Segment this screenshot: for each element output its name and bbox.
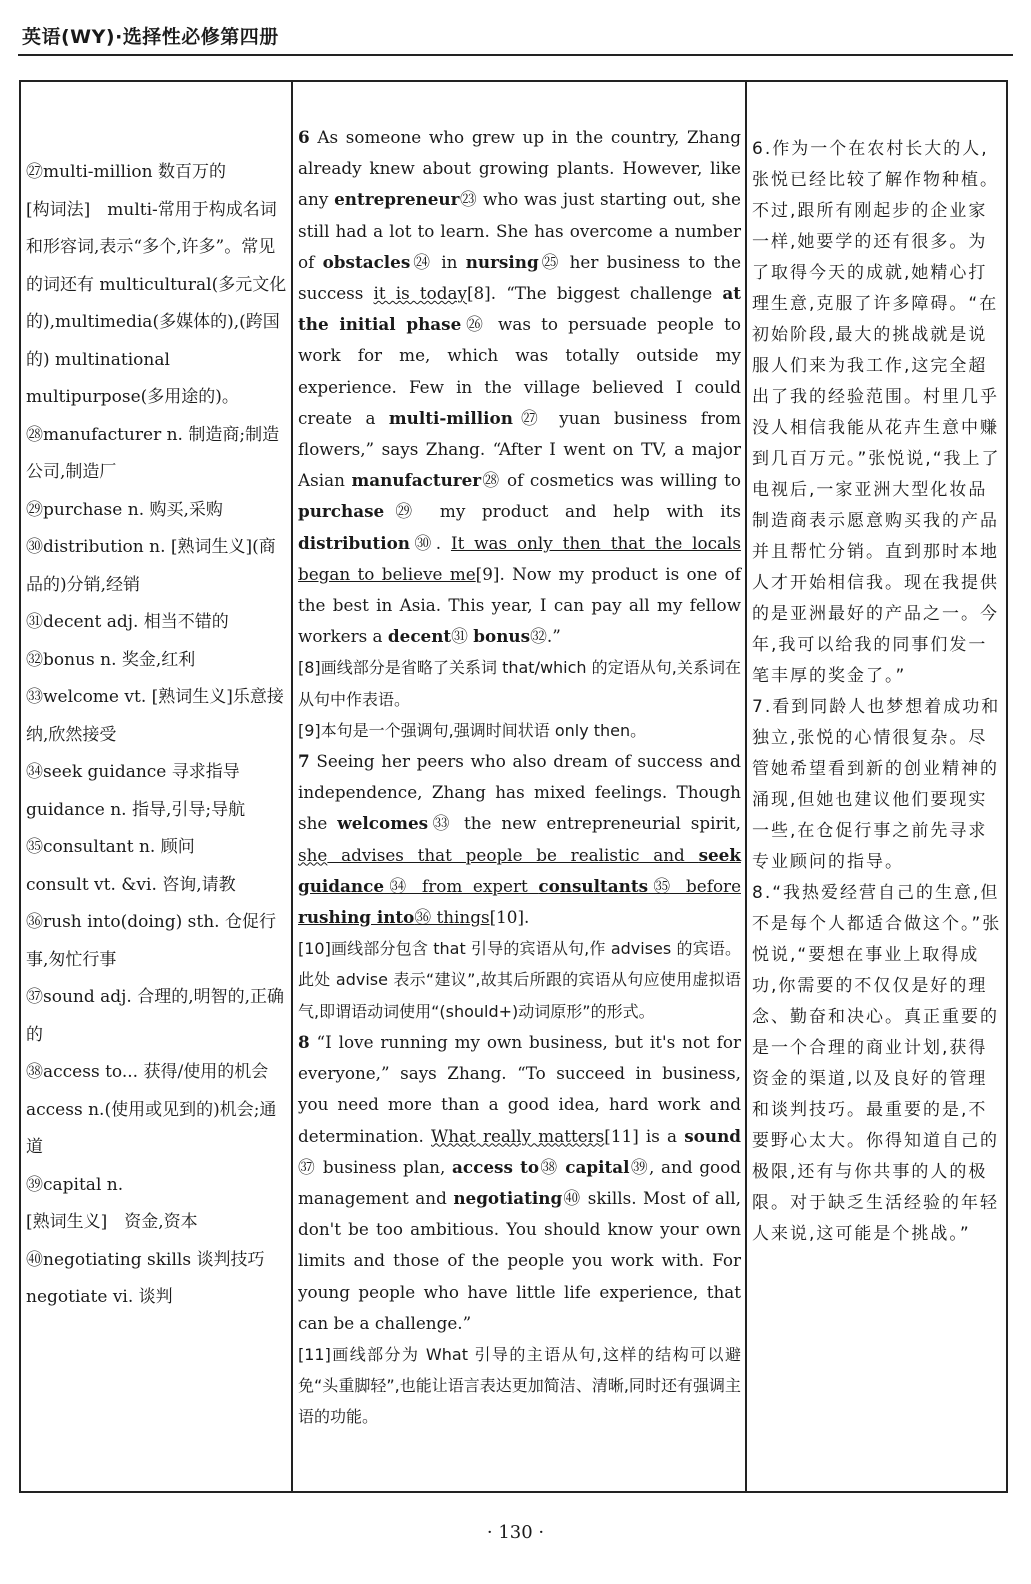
translation-column [747,82,1006,1491]
grammar-note-10: [10]画线部分包含 that 引导的宾语从句,作 advises 的宾语。此处 advise 表示“建议”,故其后所跟的宾语从句应使用虚拟语气,即谓语动词使用“(should+)动词原形”的形式。 [298,939,741,1021]
vocab-note: ㉘manufacturer n. 制造商;制造公司,制造厂 [26,424,280,482]
grammar-note-11: [11]画线部分为 What 引导的主语从句,这样的结构可以避免“头重脚轻”,也能让语言表达更加简洁、清晰,同时还有强调主语的功能。 [298,1344,741,1427]
vocab-note: ㊵negotiating skills 谈判技巧 [26,1249,265,1270]
translation-paragraph-7: 7.看到同龄人也梦想着成功和独立,张悦的心情很复杂。尽管她希望看到新的创业精神的涌现,但她也建议他们要现实一些,在仓促行事之前先寻求专业顾问的指导。 [752,697,1001,872]
vocab-note: ㉟consultant n. 顾问 [26,837,195,857]
english-text-column [291,82,747,1491]
vocab-note: [熟词生义] 资金,资本 [26,1212,198,1232]
vocab-note: ㉝welcome vt. [熟词生义]乐意接纳,欣然接受 [26,687,284,745]
vocab-note: [构词法] multi-常用于构成名词和形容词,表示“多个,许多”。常见的词还有 multicultural(多元文化的),multimedia(多媒体的),(跨国的) multinational multipurpose(多用途的)。 [26,199,287,407]
vocab-note: ㉚distribution n. [熟词生义](商品的)分销,经销 [26,537,276,595]
vocabulary-notes-column [21,82,291,1491]
header-divider [18,54,1013,56]
vocab-note: ㊲sound adj. 合理的,明智的,正确的 [26,987,285,1045]
vocab-note: ㉞seek guidance 寻求指导 [26,762,240,782]
page-header: 英语(WY)·选择性必修第四册 [22,26,279,48]
vocab-note: ㉙purchase n. 购买,采购 [26,499,223,520]
vocab-note: consult vt. &vi. 咨询,请教 [26,874,236,895]
vocab-note: ㊴capital n. [26,1174,124,1195]
grammar-note-8: [8]画线部分是省略了关系词 that/which 的定语从句,关系词在从句中作表语。 [298,658,741,709]
paragraph-6: 6 As someone who grew up in the country, Zhang already knew about growing plants. However, like any entrepreneur㉓ who was just starting out, she still had a lot to learn. She has overcome a number of obstacles㉔ in nursing㉕ her business to the success it is today[8]. “The biggest challenge at the initial phase㉖ was to persuade people to work for me, which was totally outside my experience. Few in the village believed I could create a multi-million㉗ yuan business from flowers,” says Zhang. “After I went on TV, a major Asian manufacturer㉘ of cosmetics was willing to purchase㉙ my product and help with its distribution㉚. It was only then that the locals began to believe me[9]. Now my product is one of the best in Asia. This year, I can pay all my fellow workers a decent㉛ bonus㉜.” [298,127,742,647]
vocab-note: ㊱rush into(doing) sth. 仓促行事,匆忙行事 [26,912,276,970]
vocab-note: ㉛decent adj. 相当不错的 [26,612,229,632]
vocab-note: ㉜bonus n. 奖金,红利 [26,649,196,670]
grammar-note-9: [9]本句是一个强调句,强调时间状语 only then。 [298,720,647,740]
vocab-note: access n.(使用或见到的)机会;通道 [26,1099,277,1157]
vocab-note: ㉗multi-million 数百万的 [26,162,226,182]
paragraph-7: 7 Seeing her peers who also dream of success and independence, Zhang has mixed feelings. Though she welcomes㉝ the new entrepreneurial spirit, she advises that people be realistic and seek guidance㉞ from expert consultants㉟ before rushing into㊱ things[10]. [298,751,741,928]
vocab-note: guidance n. 指导,引导;导航 [26,799,246,820]
translation-paragraph-6: 6.作为一个在农村长大的人,张悦已经比较了解作物种植。不过,跟所有刚起步的企业家一样,她要学的还有很多。为了取得今天的成就,她精心打理生意,克服了许多障碍。“在初始阶段,最大的挑战就是说服人们来为我工作,这完全超出了我的经验范围。村里几乎没人相信我能从花卉生意中赚到几百万元。”张悦说,“我上了电视后,一家亚洲大型化妆品制造商表示愿意购买我的产品并且帮忙分销。直到那时本地人才开始相信我。现在我提供的是亚洲最好的产品之一。今年,我可以给我的同事们发一笔丰厚的奖金了。” [752,139,1001,686]
translation-paragraph-8: 8.“我热爱经营自己的生意,但不是每个人都适合做这个。”张悦说,“要想在事业上取得成功,你需要的不仅仅是好的理念、勤奋和决心。真正重要的是一个合理的商业计划,获得资金的渠道,以及良好的管理和谈判技巧。最重要的是,不要野心太大。你得知道自己的极限,还有与你共事的人的极限。对于缺乏生活经验的年轻人来说,这可能是个挑战。” [752,883,1002,1244]
page-number: · 130 · [486,1522,545,1543]
paragraph-8: 8 “I love running my own business, but it's not for everyone,” says Zhang. “To succeed in business, you need more than a good idea, hard work and determination. What really matters[11] is a sound㊲ business plan, access to㊳ capital㊴, and good management and negotiating㊵ skills. Most of all, don't be too ambitious. You should know your own limits and those of the people you work with. For young people who have little life experience, that can be a challenge.” [298,1031,742,1333]
vocab-note: ㊳access to... 获得/使用的机会 [26,1062,269,1082]
content-table [19,80,1008,1493]
vocab-note: negotiate vi. 谈判 [26,1287,173,1307]
